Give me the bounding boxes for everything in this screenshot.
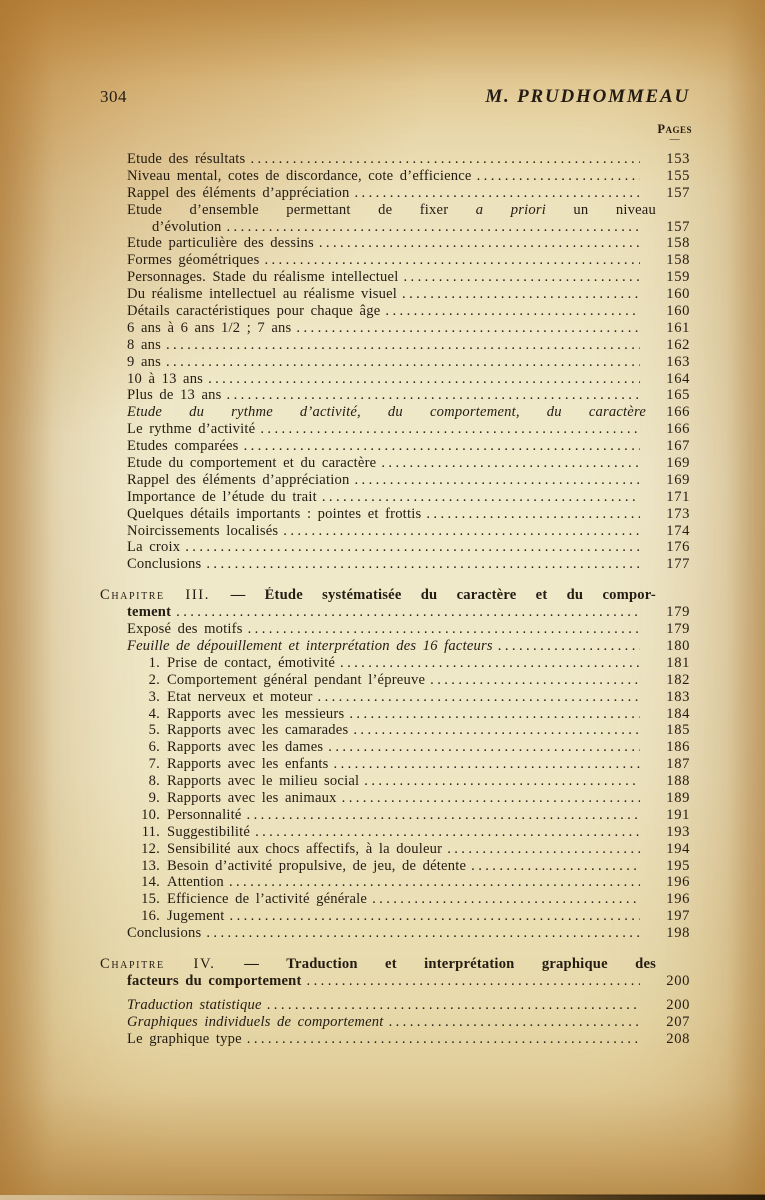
toc-page-number: 185 [666,722,690,739]
toc-page-number: 163 [666,353,690,370]
toc-entry-label [127,438,239,455]
toc-page-number: 161 [666,319,690,336]
toc-entry-label [167,672,425,689]
toc-page-number: 188 [666,773,690,790]
text-segment: Détails caractéristiques pour chaque âge [127,303,381,320]
toc-page-number: 164 [666,370,690,387]
toc-entry-label [127,337,161,354]
toc-entry-label [167,874,224,891]
dot-leader [354,185,640,202]
toc-entry-label [167,655,335,672]
toc-item-number: 8. [148,773,160,790]
text-segment: d’évolution [152,218,222,235]
toc-entry [100,421,690,438]
text-segment: Rappel des éléments d’appréciation [127,471,350,488]
toc-entry-label [127,168,472,185]
dot-leader [185,539,640,556]
toc-entry [100,841,690,858]
toc-entry [100,655,690,672]
dot-leader [229,874,640,891]
text-segment: Comportement général pendant l’épreuve [167,671,426,688]
toc-item-number: 4. [148,705,160,722]
text-segment: — [244,955,287,972]
toc-entry-label [100,956,690,973]
toc-page-number: 158 [666,235,690,252]
text-segment: Le graphique type [127,1030,242,1047]
toc-page-number: 167 [666,438,690,455]
toc-entry-label [100,587,690,604]
toc-page-number: 157 [666,218,690,235]
toc-page-number: 200 [666,996,690,1013]
toc-entry-label [167,807,242,824]
text-segment: Chapitre IV. [100,955,245,972]
toc-page-number: 183 [666,688,690,705]
toc-entry [100,1031,690,1048]
toc-entry-label [167,756,329,773]
toc-entry-label [167,908,225,925]
toc-page-number: 195 [666,857,690,874]
toc-entry-label [127,303,380,320]
toc-page-number: 169 [666,455,690,472]
toc-entry-label [127,1031,242,1048]
toc-item-number: 11. [141,823,160,840]
toc-page-number: 208 [666,1030,690,1047]
text-segment: Formes géométriques [127,252,260,269]
toc-item-number: 2. [148,671,160,688]
toc-entry [100,722,690,739]
text-segment: Personnages. Stade du réalisme intellectuel [127,269,399,286]
toc-page-number: 174 [666,522,690,539]
text-segment: 6 ans à 6 ans 1/2 ; 7 ans [127,319,292,336]
toc-page-number: 173 [666,505,690,522]
toc-entry [100,706,690,723]
toc-entry [100,790,690,807]
toc-page-number: 180 [666,637,690,654]
toc-page-number: 207 [666,1013,690,1030]
toc-page-number: 196 [666,874,690,891]
toc-entry-label [167,739,323,756]
toc-item-number: 15. [141,891,160,908]
text-segment: Noircissements localisés [127,522,279,539]
toc-chapter-heading [100,956,690,973]
toc-entry [100,523,690,540]
toc-page-number: 196 [666,891,690,908]
dot-leader [498,638,640,655]
dot-leader [250,151,640,168]
toc-item-number: 1. [148,654,160,671]
section-gap [100,990,690,997]
text-segment: Sensibilité aux chocs affectifs, à la douleur [167,840,443,857]
toc-entry-label [167,706,344,723]
dot-leader [381,455,640,472]
toc-entry [100,858,690,875]
toc-entry [100,621,690,638]
text-segment: Besoin d’activité propulsive, de jeu, de détente [167,857,467,874]
section-gap [100,942,690,956]
toc-entry [100,891,690,908]
toc-page-number: 177 [666,556,690,573]
text-segment: Suggestibilité [167,823,251,840]
section-gap [100,573,690,587]
toc-page-number: 189 [666,789,690,806]
toc-entry [100,773,690,790]
toc-page-number: 193 [666,823,690,840]
toc-entry [100,539,690,556]
toc-entry [100,286,690,303]
dot-leader [322,489,640,506]
toc-page-number: 194 [666,840,690,857]
toc-item-number: 16. [141,908,160,925]
toc-entry-label [127,455,376,472]
dot-leader [471,858,640,875]
toc-entry-label [127,235,314,252]
toc-page-number: 153 [666,151,690,167]
dot-leader [403,269,640,286]
text-segment: Exposé des motifs [127,621,243,638]
toc-item-number: 6. [148,739,160,756]
toc-entry [100,908,690,925]
toc-entry [100,303,690,320]
toc-page-number: 160 [666,303,690,320]
text-segment: Rapports avec les dames [167,739,324,756]
dot-leader [372,891,640,908]
dot-leader [264,252,640,269]
text-segment: Le rythme d’activité [127,421,256,438]
running-title: M. PRUDHOMMEAU [485,86,690,107]
text-segment: un niveau [545,201,656,218]
dot-leader [334,756,640,773]
text-segment: tement [127,604,172,621]
dot-leader [319,235,640,252]
toc-entry [100,387,690,404]
dot-leader [296,320,640,337]
toc-item-number: 13. [141,857,160,874]
toc-entry-label [127,523,278,540]
toc-page-number: 171 [666,488,690,505]
toc-entry-label [152,219,221,236]
toc-entry [100,404,690,421]
text-segment: Attention [167,874,224,891]
text-segment: Niveau mental, cotes de discordance, cote d’efficience [127,167,472,184]
toc-page-number: 162 [666,336,690,353]
toc-entry [100,925,690,942]
dot-leader [354,472,640,489]
toc-entry [100,252,690,269]
toc-page-number: 158 [666,252,690,269]
toc-page-number: 179 [666,604,690,621]
text-segment: Etat nerveux et moteur [167,688,313,705]
dot-leader [230,908,640,925]
toc-entry [100,185,690,202]
toc-page-number: 187 [666,756,690,773]
toc-page-number: 166 [666,404,690,421]
dot-leader [385,303,640,320]
toc-entry [100,556,690,573]
dot-leader [260,421,640,438]
pages-column-header [657,123,692,143]
text-segment: Etude d’ensemble permettant de fixer [127,201,476,218]
dot-leader [206,925,640,942]
dot-leader [226,219,640,236]
text-segment: Conclusions [127,925,202,942]
text-segment: Rapports avec le milieu social [167,773,360,790]
dot-leader [247,807,640,824]
toc-entry-label [167,824,250,841]
text-segment: Plus de 13 ans [127,387,222,404]
scan-edge-shadow [0,1195,765,1200]
text-segment: Importance de l’étude du trait [127,488,317,505]
toc-entry-label [167,689,313,706]
toc-entry-label [127,286,397,303]
toc-entry [100,807,690,824]
toc-page-number: 181 [666,654,690,671]
toc-entry-label [127,539,180,556]
dot-leader [364,773,640,790]
toc-page-number: 166 [666,421,690,438]
dot-leader [353,722,640,739]
text-segment: Jugement [167,908,225,925]
toc-entry [100,202,690,219]
toc-entry [100,1014,690,1031]
toc-entry-label [127,404,646,421]
toc-entry [100,269,690,286]
dot-leader [328,739,640,756]
dot-leader [426,506,640,523]
toc-page-number: 197 [666,908,690,925]
text-segment: Rapports avec les animaux [167,789,337,806]
dot-leader [244,438,640,455]
toc-entry [100,489,690,506]
toc-entry-label [127,997,262,1014]
text-segment: Traduction statistique [127,996,262,1013]
text-segment: Rapports avec les messieurs [167,705,345,722]
text-segment: Graphiques individuels de comportement [127,1013,384,1030]
toc-entry [100,604,690,621]
toc-page-number: 176 [666,539,690,556]
toc-entry [100,997,690,1014]
text-segment: Prise de contact, émotivité [167,654,336,671]
toc-entry-label [127,421,255,438]
text-segment: Personnalité [167,806,242,823]
toc-page-number: 186 [666,739,690,756]
dot-leader [267,997,640,1014]
toc-entry-label [127,185,349,202]
toc-item-number: 10. [141,806,160,823]
toc-entry-label [127,472,349,489]
toc-page-number: 165 [666,387,690,404]
toc-entry [100,354,690,371]
dot-leader [206,556,640,573]
toc-page-number: 155 [666,167,690,184]
toc-entry-label [167,790,337,807]
text-segment: Etude du rythme d’activité, du comportement, du caractère [127,404,646,421]
dot-leader [342,790,640,807]
toc-entry-label [127,371,203,388]
text-segment: Étude systématisée du caractère et du compor- [264,587,656,604]
dot-leader [447,841,640,858]
toc-entry-label [127,151,245,168]
text-segment: — [230,587,265,604]
toc-item-number: 9. [148,789,160,806]
toc-entry-label [127,604,171,621]
toc-entry-label [127,202,690,219]
text-segment: Efficience de l’activité générale [167,891,368,908]
toc-page-number: 157 [666,184,690,201]
toc-entry-label [127,1014,384,1031]
text-segment: Quelques détails importants : pointes et frottis [127,505,422,522]
toc-page-number: 200 [666,972,690,989]
text-segment: Conclusions [127,556,202,573]
toc-entry-label [127,556,201,573]
dot-leader [208,371,640,388]
toc-entry [100,638,690,655]
text-segment: facteurs du comportement [127,972,302,989]
dot-leader [318,689,640,706]
text-segment: 10 à 13 ans [127,370,204,387]
toc-entry-label [127,269,398,286]
toc-entry [100,219,690,236]
text-segment: Etude des résultats [127,151,246,167]
toc-entry-label [167,891,367,908]
folio-number: 304 [100,87,127,106]
dot-leader [248,621,640,638]
dot-leader [477,168,640,185]
toc-entry-label [127,320,291,337]
toc-entry-label [167,773,359,790]
dot-leader [176,604,640,621]
text-segment: 8 ans [127,336,161,353]
toc-entry-label [127,638,493,655]
text-segment: Rappel des éléments d’appréciation [127,184,350,201]
text-segment: a priori [475,201,546,218]
text-segment: Etudes comparées [127,438,239,455]
toc-entry [100,506,690,523]
toc-entry-label [167,841,442,858]
toc-entry [100,472,690,489]
dot-leader [227,387,640,404]
toc-chapter-heading [100,587,690,604]
toc-item-number: 5. [148,722,160,739]
toc-page-number: 159 [666,269,690,286]
dot-leader [255,824,640,841]
toc-entry-label [127,489,317,506]
toc-entry-label [127,252,259,269]
page-header [100,86,690,108]
toc-entry [100,168,690,185]
toc-page-number: 160 [666,286,690,303]
text-segment: Traduction et interprétation graphique des [286,955,657,972]
text-segment: Etude du comportement et du caractère [127,455,377,472]
toc-item-number: 3. [148,688,160,705]
text-segment: Rapports avec les camarades [167,722,349,739]
toc-entry [100,739,690,756]
toc-entry [100,235,690,252]
dot-leader [402,286,640,303]
text-segment: La croix [127,539,181,556]
dot-leader [247,1031,640,1048]
text-segment: 9 ans [127,353,161,370]
dot-leader [307,973,640,990]
pages-underline: — [669,134,680,145]
dot-leader [430,672,640,689]
dot-leader [166,337,640,354]
toc-entry [100,824,690,841]
text-segment: Du réalisme intellectuel au réalisme visuel [127,286,398,303]
dot-leader [166,354,640,371]
toc-entry-label [127,387,222,404]
toc-page-number: 182 [666,671,690,688]
toc-entry-label [127,925,201,942]
toc-entry [100,672,690,689]
toc-page-number: 169 [666,471,690,488]
text-segment: Feuille de dépouillement et interprétation des 16 facteurs [127,637,493,654]
dot-leader [389,1014,640,1031]
toc-entry-label [127,973,302,990]
table-of-contents [100,151,690,1047]
dot-leader [283,523,640,540]
toc-entry-label [127,621,243,638]
pages-label: Pages [657,122,692,136]
toc-entry-label [167,722,348,739]
toc-entry [100,320,690,337]
text-segment: Etude particulière des dessins [127,235,314,252]
dot-leader [340,655,640,672]
toc-entry [100,151,690,168]
toc-entry [100,455,690,472]
dot-leader [349,706,640,723]
toc-item-number: 7. [148,756,160,773]
toc-entry [100,337,690,354]
toc-entry-label [167,858,466,875]
toc-page-number: 184 [666,705,690,722]
toc-item-number: 14. [141,874,160,891]
toc-entry-label [127,506,421,523]
toc-page-number: 191 [666,806,690,823]
text-segment: Rapports avec les enfants [167,756,329,773]
toc-entry [100,756,690,773]
toc-entry-label [127,354,161,371]
toc-page-number: 179 [666,621,690,638]
toc-entry [100,438,690,455]
toc-entry [100,689,690,706]
toc-page-number: 198 [666,925,690,942]
text-segment: Chapitre III. [100,587,231,604]
toc-entry [100,371,690,388]
toc-entry [100,973,690,990]
toc-entry [100,874,690,891]
toc-item-number: 12. [141,840,160,857]
